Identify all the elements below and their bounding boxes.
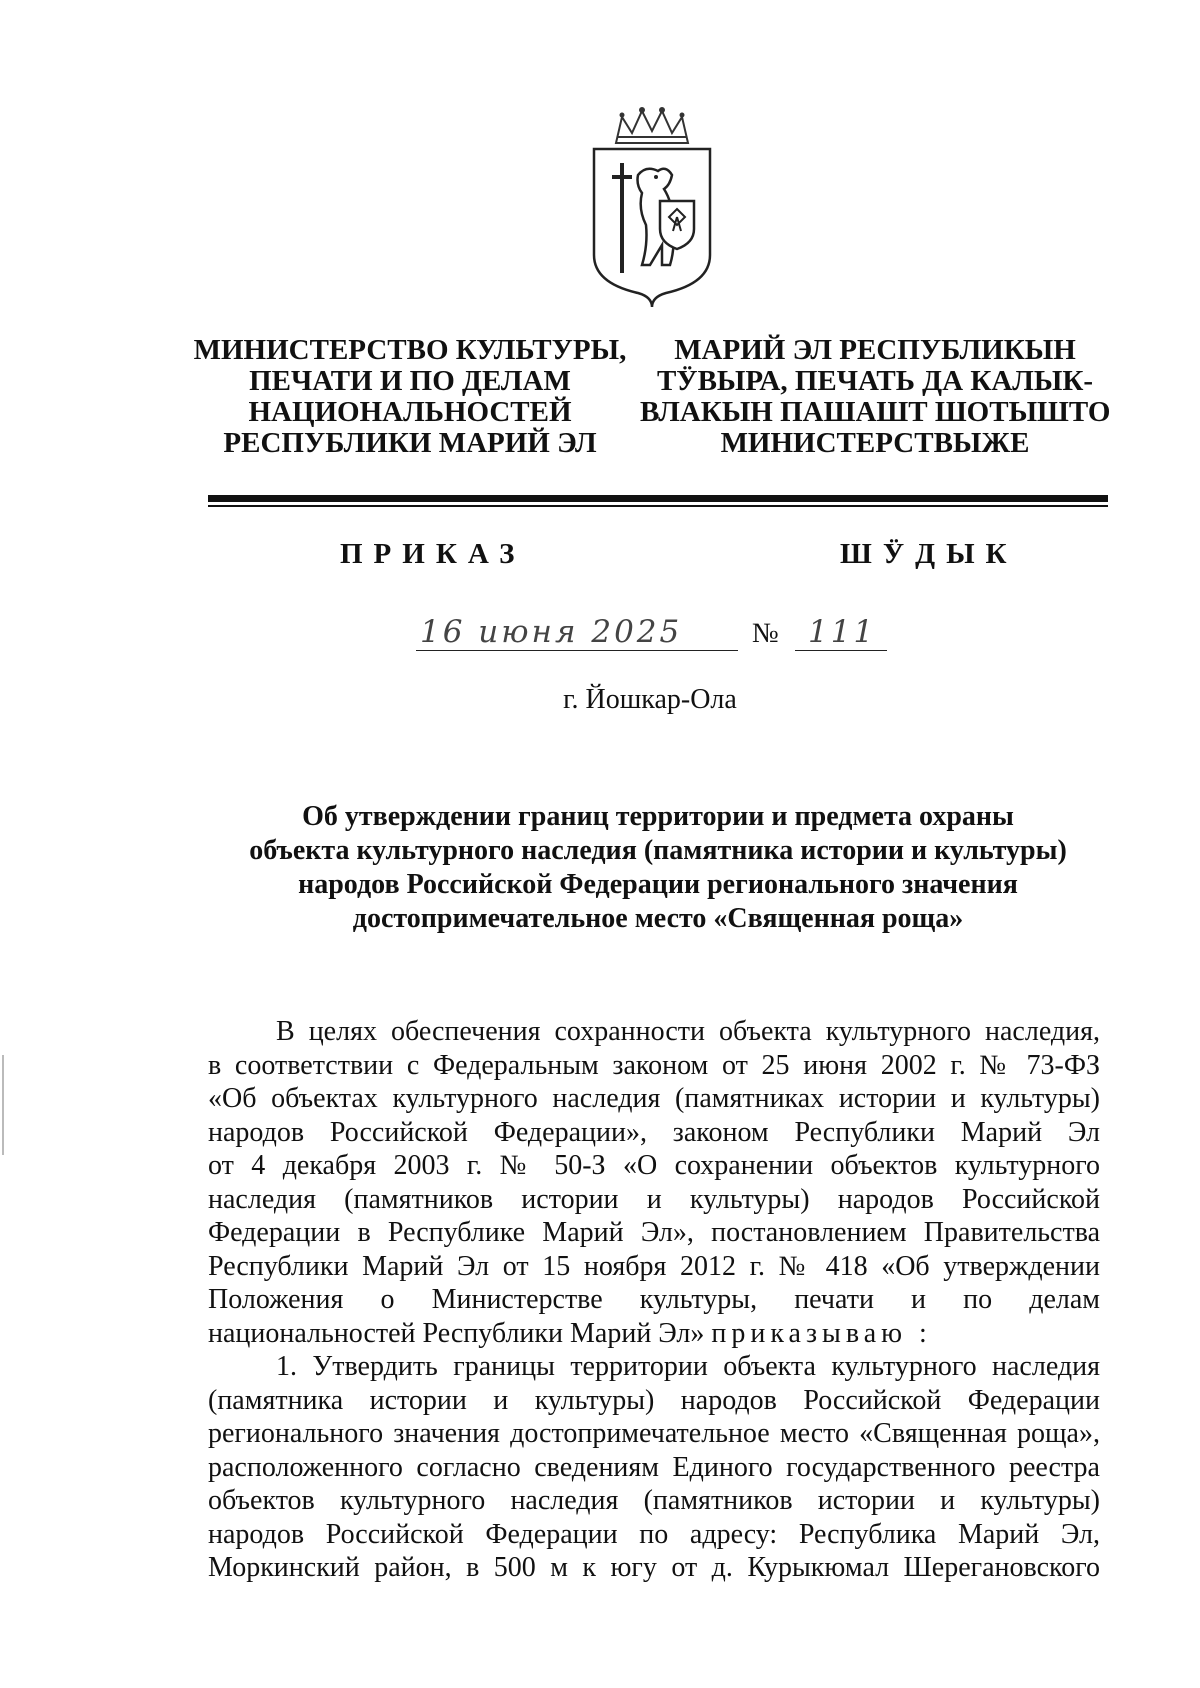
header-divider-thin [208,505,1108,507]
body-line: В целях обеспечения сохранности объекта культурного наследия, [276,1016,1100,1047]
order-verb: приказываю : [711,1317,932,1349]
document-body [208,1015,1100,1585]
body-line: «Об объектах культурного наследия (памятниках истории и культуры) [208,1083,1100,1114]
body-line: расположенного согласно сведениям Единого государственного реестра [208,1451,1100,1483]
header-line: РЕСПУБЛИКИ МАРИЙ ЭЛ [223,427,597,459]
number-sign: № [752,618,779,649]
header-line: ПЕЧАТИ И ПО ДЕЛАМ [249,365,571,397]
body-line: (памятника истории и культуры) народов Российской Федерации [208,1384,1100,1416]
body-line: национальностей Республики Марий Эл» [208,1317,705,1349]
body-line: регионального значения достопримечательное место «Священная роща», [208,1418,1100,1449]
body-line: народов Российской Федерации», законом Республики Марий Эл [208,1116,1100,1148]
header-line: МИНИСТЕРСТВО КУЛЬТУРЫ, [193,334,627,366]
ministry-name-mari [640,335,1110,459]
title-line: Об утверждении границ территории и предмета охраны [302,801,1014,832]
title-line: достопримечательное место «Священная роща» [352,903,964,934]
body-line: Моркинский район, в 500 м к югу от д. Курыкюмал Шерегановского [208,1552,1100,1583]
body-line: Федерации в Республике Марий Эл», постановлением Правительства [208,1217,1100,1248]
order-label-mari: ШӰДЫК [840,538,1018,570]
city: г. Йошкар-Ола [563,684,737,715]
body-line: наследия (памятников истории и культуры) народов Российской [208,1183,1100,1215]
header-line: НАЦИОНАЛЬНОСТЕЙ [248,396,572,428]
order-number: 111 [808,614,877,650]
body-line: народов Российской Федерации по адресу: Республика Марий Эл, [208,1518,1100,1550]
header-line: ТӰВЫРА, ПЕЧАТЬ ДА КАЛЫК- [656,365,1094,397]
body-line: 1. Утвердить границы территории объекта культурного наследия [276,1351,1100,1382]
body-line: объектов культурного наследия (памятников истории и культуры) [208,1485,1100,1516]
coat-of-arms-icon [586,105,718,310]
body-line: в соответствии с Федеральным законом от 25 июня 2002 г. № 73-ФЗ [208,1049,1100,1081]
ministry-name-russian [180,335,640,459]
header-divider-thick [208,495,1108,502]
title-line: народов Российской Федерации регионального значения [298,869,1018,900]
body-line: Положения о Министерстве культуры, печати и по делам [208,1284,1100,1315]
title-line: объекта культурного наследия (памятника истории и культуры) [249,835,1067,866]
body-line: Республики Марий Эл от 15 ноября 2012 г. № 418 «Об утверждении [208,1250,1100,1282]
order-label-russian: ПРИКАЗ [340,538,526,570]
document-title [208,800,1108,936]
body-line-with-order [208,1317,1100,1351]
header-line: МИНИСТЕРСТВЫЖЕ [720,427,1030,459]
scan-margin-mark [2,1055,4,1155]
header-line: ВЛАКЫН ПАШАШТ ШОТЫШТО [640,396,1111,428]
order-date: 16 июня 2025 [420,614,683,650]
header-line: МАРИЙ ЭЛ РЕСПУБЛИКЫН [674,334,1076,366]
body-line: от 4 декабря 2003 г. № 50-З «О сохранении объектов культурного [208,1150,1100,1181]
